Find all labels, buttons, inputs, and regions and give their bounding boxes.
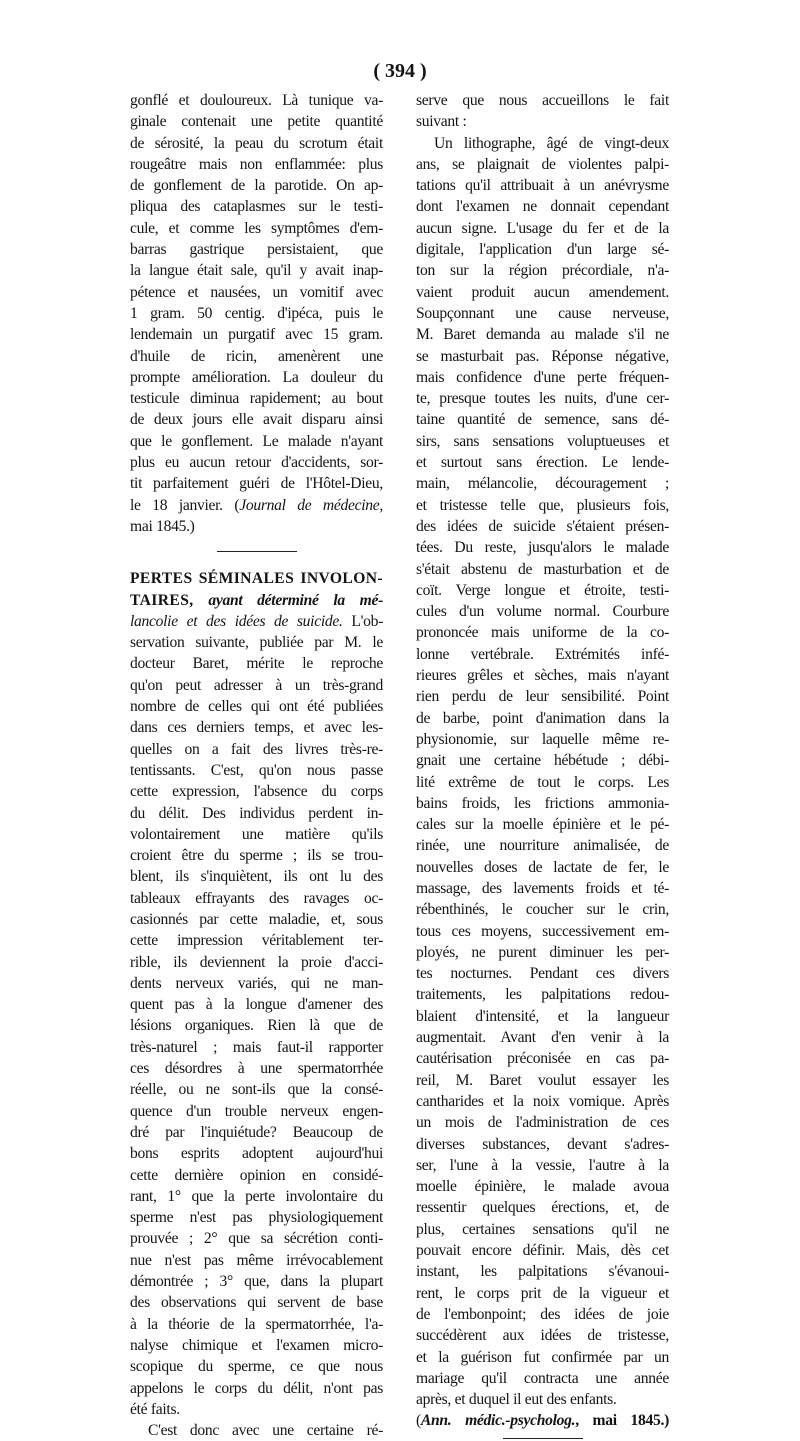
text-line: scopique du sperme, ce que nous [130,1358,383,1376]
text-line: tous ces moyens, successivement em- [416,922,669,940]
text-line: tes nocturnes. Pendant ces divers [416,965,669,983]
text-line: bains froids, les frictions ammonia- [416,794,669,812]
left-paragraph-previous-article [130,90,383,495]
text-line: s'était abstenu de masturbation et de [416,560,669,578]
text-line: vaient produit aucun amendement. [416,283,669,301]
text-line: gnait une certaine hébétude ; débi- [416,752,669,770]
text-line: rible, ils deviennent la proie d'acci- [130,953,383,971]
text-line: volontairement une matière qu'ils [130,825,383,843]
text-line: pliqua des cataplasmes sur le testi- [130,198,383,216]
section-divider [217,551,297,552]
text-line: la langue était sale, qu'il y avait inap- [130,262,383,280]
text-line: nalyse chimique et l'examen micro- [130,1336,383,1354]
text-line: de barbe, point d'animation dans la [416,709,669,727]
text-line: dans ces derniers temps, et avec les- [130,719,383,737]
text-line: ressentir quelques érections, et, de [416,1199,669,1217]
text-line: des observations qui servent de base [130,1294,383,1312]
text-line: rinée, une nourriture animalisée, de [416,837,669,855]
text-line: été faits. [130,1400,180,1418]
text-line: rent, le corps prit de la vigueur et [416,1284,669,1302]
text-line: moelle épinière, le malade avoua [416,1178,669,1196]
text-line: plus eu aucun retour d'accidents, sor- [130,454,383,472]
text-line: tées. Du reste, jusqu'alors le malade [416,539,669,557]
text-line: dré par l'inquiétude? Beaucoup de [130,1123,383,1141]
text-line: traitements, les palpitations redou- [416,986,669,1004]
text-line: coït. Verge longue et étroite, testi- [416,581,669,599]
text-line: tit parfaitement guéri de l'Hôtel-Dieu, [130,475,383,493]
text-line: de sérosité, la peau du scrotum était [130,134,383,152]
text-line: prouvée ; 2° que sa sécrétion conti- [130,1230,383,1248]
text-line: appelons le corps du délit, n'ont pas [130,1379,383,1397]
text-line: du délit. Des individus perdent in- [130,804,383,822]
text-line: rébenthinés, le coucher sur le crin, [416,901,669,919]
text-line: augmentait. Avant d'en venir à la [416,1029,669,1047]
text-line: cules d'un volume normal. Courbure [416,603,669,621]
text-line: un mois de l'administration de ces [416,1114,669,1132]
text-line: tableaux effrayants des ravages oc- [130,889,383,907]
end-divider [503,1438,583,1439]
text-line: diverses substances, devant s'adres- [416,1135,669,1153]
text-line: blent, ils s'inquiètent, ils ont lu des [130,868,383,886]
text-line: mais confidence d'une perte fréquen- [416,368,669,386]
right-paragraph-observation [416,90,669,1410]
text-line: rien perdu de leur sensibilité. Point [416,688,669,706]
text-line: testicule diminua rapidement; au bout [130,390,383,408]
text-line: des idées de suicide s'étaient présen- [416,517,669,535]
left-paragraph-article [130,632,383,1399]
text-line: pouvait encore définir. Mais, dès cet [416,1242,669,1260]
text-line: servation suivante, publiée par M. le [130,634,383,652]
text-line: de gonflement de la parotide. On ap- [130,177,383,195]
text-line: dont l'examen ne donnait cependant [416,198,669,216]
text-line: aucun signe. L'usage du fer et de la [416,219,669,237]
text-line: de l'embonpoint; des idées de joie [416,1305,669,1323]
text-line: d'huile de ricin, amenèrent une [130,347,383,365]
text-line: quence d'un trouble nerveux engen- [130,1102,383,1120]
text-line: cantharides et la noix vomique. Après [416,1092,669,1110]
text-line: succédèrent aux idées de tristesse, [416,1327,669,1345]
text-line: plus, certaines sensations qu'il ne [416,1220,669,1238]
text-line: docteur Baret, mérite le reproche [130,655,383,673]
text-line: nombre de celles qui ont été publiées [130,698,383,716]
text-line: quelles on a fait des livres très-re- [130,740,383,758]
text-line: le 18 janvier. (Journal de médecine, [130,496,383,514]
text-line: Soupçonnant une cause nerveuse, [416,304,669,322]
text-line: ans, se plaignait de violentes palpi- [416,155,669,173]
text-line: suivant : [416,113,467,131]
text-line: lendemain un purgatif avec 15 gram. [130,326,383,344]
text-line: à la théorie de la spermatorrhée, l'a- [130,1315,383,1333]
text-line: prononcée mais uniforme de la co- [416,624,669,642]
text-line: casionnés par cette maladie, et, sous [130,910,383,928]
text-line: TAIRES, ayant déterminé la mé- [130,591,383,609]
source-citation: Ann. médic.-psycholog. [420,1412,576,1430]
text-line: croient être du sperme ; ils se trou- [130,847,383,865]
text-line: se masturbait pas. Réponse négative, [416,347,669,365]
text-line: que le gonflement. Le malade n'ayant [130,432,383,450]
text-line: reil, M. Baret voulut essayer les [416,1071,669,1089]
text-line: ser, l'une à la vessie, l'autre à la [416,1156,669,1174]
text-line: cautérisation préconisée en cas pa- [416,1050,669,1068]
text-line: rougeâtre mais non enflammée: plus [130,155,383,173]
text-line: massage, des lavements froids et té- [416,879,669,897]
text-line: très-naturel ; mais faut-il rapporter [130,1038,383,1056]
text-line: réelle, ou ne sont-ils que la consé- [130,1081,383,1099]
text-line: et surtout sans érection. Le lende- [416,454,669,472]
text-line: instant, les palpitations s'évanoui- [416,1263,669,1281]
text-line: digitale, l'application d'un large sé- [416,241,669,259]
text-line: qu'on peut adresser à un très-grand [130,676,383,694]
text-line: te, presque toutes les nuits, d'une cer- [416,390,669,408]
section-heading: PERTES SÉMINALES INVOLON- [130,570,383,588]
text-line: Un lithographe, âgé de vingt-deux [434,134,669,152]
text-line: tentissants. C'est, qu'on nous passe [130,761,383,779]
text-line: rant, 1° que la perte involontaire du [130,1187,383,1205]
right-column [416,90,669,1439]
text-line: 1 gram. 50 centig. d'ipéca, puis le [130,304,383,322]
text-line: ton sur la région précordiale, n'a- [416,262,669,280]
text-line: et tristesse telle que, plusieurs fois, [416,496,669,514]
text-line: sperme n'est pas physiologiquement [130,1209,383,1227]
text-line: lancolie et des idées de suicide. L'ob- [130,612,383,630]
section-subtitle: lancolie et des idées de suicide. [130,612,343,630]
text-line: démontrée ; 3° que, dans la plupart [130,1273,383,1291]
text-line: main, mélancolie, découragement ; [416,475,669,493]
text-line: nue n'est pas même irrévocablement [130,1251,383,1269]
text-line: mai 1845.) [130,517,195,535]
text-line: physionomie, sur laquelle même re- [416,730,669,748]
text-line: gonflé et douloureux. Là tunique va- [130,92,383,109]
page-number: ( 394 ) [373,60,427,82]
source-citation: Journal de médecine, [239,496,383,514]
text-line: sirs, sans sensations voluptueuses et [416,432,669,450]
text-line: lité extrême de tout le corps. Les [416,773,669,791]
text-line: blaient d'intensité, et la langueur [416,1007,669,1025]
text-line: nouvelles doses de lactate de fer, le [416,858,669,876]
text-line: cette impression véritablement ter- [130,932,383,950]
text-line: lésions organiques. Rien là que de [130,1017,383,1035]
text-line: C'est donc avec une certaine ré- [148,1422,383,1440]
text-line: barras gastrique persistaient, que [130,241,383,259]
text-line: bons esprits adoptent aujourd'hui [130,1145,383,1163]
section-subtitle: ayant déterminé la mé- [208,591,383,609]
text-line: cette dernière opinion en considé- [130,1166,383,1184]
text-line: après, et duquel il eut des enfants. [416,1391,617,1409]
text-line: (Ann. médic.-psycholog., mai 1845.) [416,1412,669,1430]
text-line: prompte amélioration. La douleur du [130,368,383,386]
text-line: dents nerveux variés, qui ne man- [130,974,383,992]
text-line: tations qu'il attribuait à un anévrysme [416,177,669,195]
text-line: ployés, ne purent diminuer les per- [416,943,669,961]
text-line: serve que nous accueillons le fait [416,92,669,109]
text-line: ces désordres à une spermatorrhée [130,1060,383,1078]
text-line: cales sur la moelle épinière et le pé- [416,816,669,834]
text-line: lonne vertébrale. Extrémités infé- [416,645,669,663]
left-column [130,90,383,1441]
text-line: quent pas à la longue d'amener des [130,996,383,1014]
text-line: et la guérison fut confirmée par un [416,1348,669,1366]
text-line: rieures grêles et sèches, mais n'ayant [416,667,669,685]
text-line: cule, et comme les symptômes d'em- [130,219,383,237]
text-line: ginale contenait une petite quantité [130,113,383,131]
text-line: M. Baret demanda au malade s'il ne [416,326,669,344]
text-line: cette expression, l'absence du corps [130,783,383,801]
text-line: taine quantité de semence, sans dé- [416,411,669,429]
text-line: pétence et nausées, un vomitif avec [130,283,383,301]
text-line: de deux jours elle avait disparu ainsi [130,411,383,429]
text-line: mariage qu'il contracta une année [416,1369,669,1387]
